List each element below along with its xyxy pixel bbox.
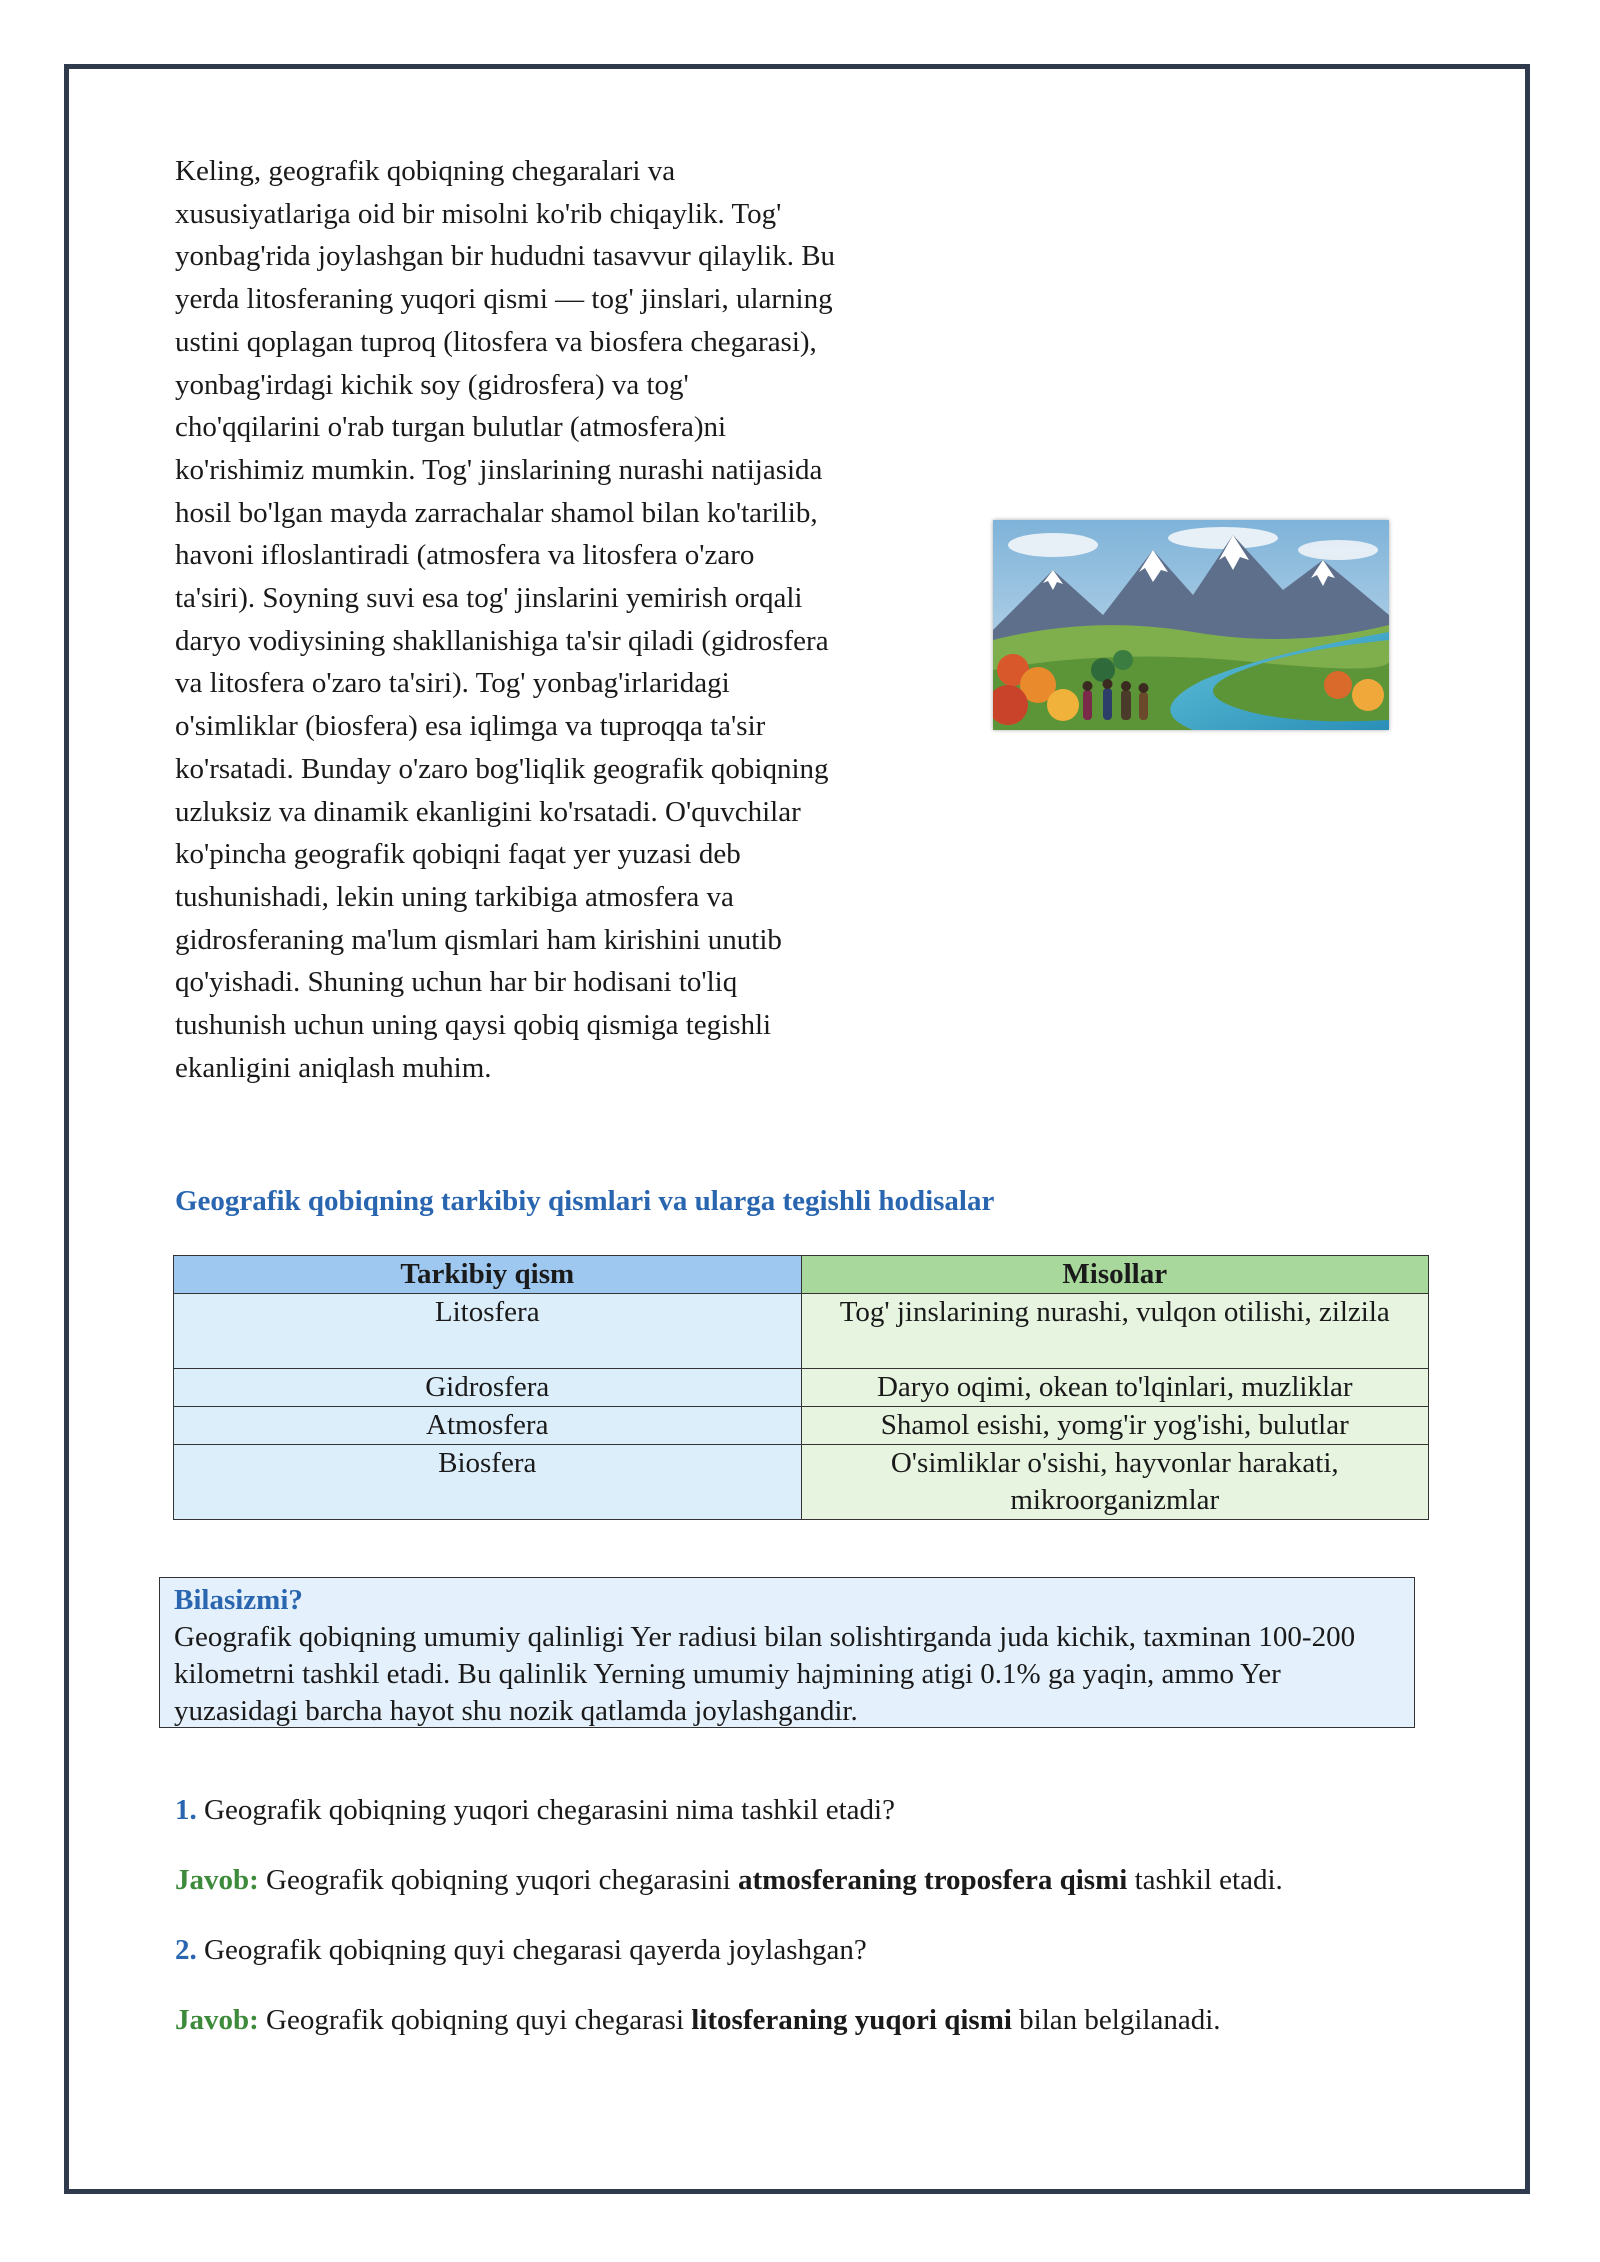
intro-line: ekanligini aniqlash muhim. [175, 1051, 492, 1084]
intro-line: ustini qoplagan tuproq (litosfera va biosfera chegarasi), [175, 325, 817, 358]
question-number: 2. [175, 1934, 197, 1966]
answer-1 [175, 1860, 1283, 1900]
table-cell: Litosfera [174, 1294, 802, 1369]
intro-line: yerda litosferaning yuqori qismi — tog' jinslari, ularning [175, 283, 833, 316]
answer-highlight: atmosferaning troposfera qismi [737, 1864, 1128, 1896]
table-row [174, 1369, 1429, 1407]
intro-line: havoni ifloslantiradi (atmosfera va litosfera o'zaro [175, 539, 755, 572]
table-cell: Biosfera [174, 1445, 802, 1520]
table-cell: Tog' jinslarining nurashi, vulqon otilishi, zilzila [801, 1294, 1429, 1369]
intro-line: hosil bo'lgan mayda zarrachalar shamol bilan ko'tarilib, [175, 496, 818, 529]
table-row [174, 1294, 1429, 1369]
table-header-row [174, 1256, 1429, 1294]
intro-line: gidrosferaning ma'lum qismlari ham kirishini unutib [175, 923, 782, 956]
section-title: Geografik qobiqning tarkibiy qismlari va ularga tegishli hodisalar [175, 1185, 995, 1217]
question-1 [175, 1790, 895, 1830]
intro-paragraph [175, 150, 925, 1089]
table-header-cell: Tarkibiy qism [174, 1256, 802, 1294]
question-text: Geografik qobiqning yuqori chegarasini nima tashkil etadi? [204, 1794, 895, 1826]
mountain-valley-illustration [993, 520, 1389, 730]
components-table [173, 1255, 1429, 1520]
intro-line: ko'rsatadi. Bunday o'zaro bog'liqlik geografik qobiqning [175, 752, 829, 785]
intro-line: ko'pincha geografik qobiqni faqat yer yuzasi deb [175, 838, 741, 871]
answer-label: Javob: [175, 2004, 259, 2036]
question-number: 1. [175, 1794, 197, 1826]
answer-text: bilan belgilanadi. [1019, 2004, 1221, 2036]
answer-label: Javob: [175, 1864, 259, 1896]
table-header-cell: Misollar [801, 1256, 1429, 1294]
answer-text: Geografik qobiqning quyi chegarasi [266, 2004, 685, 2036]
table-cell: Atmosfera [174, 1407, 802, 1445]
table-cell: Gidrosfera [174, 1369, 802, 1407]
intro-line: ko'rishimiz mumkin. Tog' jinslarining nurashi natijasida [175, 453, 823, 486]
intro-line: cho'qqilarini o'rab turgan bulutlar (atmosfera)ni [175, 411, 727, 444]
table-cell: Daryo oqimi, okean to'lqinlari, muzliklar [801, 1369, 1429, 1407]
intro-line: va litosfera o'zaro ta'siri). Tog' yonbag'irlaridagi [175, 667, 730, 700]
answer-text: tashkil etadi. [1134, 1864, 1283, 1896]
answer-text: Geografik qobiqning yuqori chegarasini [266, 1864, 731, 1896]
intro-line: yonbag'rida joylashgan bir hududni tasavvur qilaylik. Bu [175, 240, 836, 273]
intro-line: daryo vodiysining shakllanishiga ta'sir qiladi (gidrosfera [175, 624, 829, 657]
answer-highlight: litosferaning yuqori qismi [691, 2004, 1012, 2036]
question-2 [175, 1930, 867, 1970]
answer-2 [175, 2000, 1221, 2040]
table-cell: O'simliklar o'sishi, hayvonlar harakati, mikroorganizmlar [801, 1445, 1429, 1520]
table-row [174, 1407, 1429, 1445]
intro-line: xususiyatlariga oid bir misolni ko'rib chiqaylik. Tog' [175, 197, 782, 230]
intro-line: Keling, geografik qobiqning chegaralari va [175, 155, 676, 187]
intro-line: yonbag'irdagi kichik soy (gidrosfera) va tog' [175, 368, 689, 401]
table-row [174, 1445, 1429, 1520]
table-cell: Shamol esishi, yomg'ir yog'ishi, bulutlar [801, 1407, 1429, 1445]
intro-line: tushunish uchun uning qaysi qobiq qismiga tegishli [175, 1009, 772, 1042]
intro-line: qo'yishadi. Shuning uchun har bir hodisani to'liq [175, 966, 738, 999]
intro-line: tushunishadi, lekin uning tarkibiga atmosfera va [175, 880, 734, 913]
info-box [159, 1577, 1415, 1728]
question-text: Geografik qobiqning quyi chegarasi qayerda joylashgan? [204, 1934, 867, 1966]
intro-line: o'simliklar (biosfera) esa iqlimga va tuproqqa ta'sir [175, 710, 766, 743]
info-box-title: Bilasizmi? [174, 1584, 303, 1616]
intro-line: ta'siri). Soyning suvi esa tog' jinslarini yemirish orqali [175, 582, 803, 615]
intro-line: uzluksiz va dinamik ekanligini ko'rsatadi. O'quvchilar [175, 795, 801, 828]
info-box-body: Geografik qobiqning umumiy qalinligi Yer radiusi bilan solishtirganda juda kichik, taxminan 100-200 kilometrni tashkil etadi. Bu qalinlik Yerning umumiy hajmining atigi 0.1% ga yaqin, ammo Yer yuzasidagi barcha hayot shu nozik qatlamda joylashgandir. [174, 1621, 1356, 1727]
